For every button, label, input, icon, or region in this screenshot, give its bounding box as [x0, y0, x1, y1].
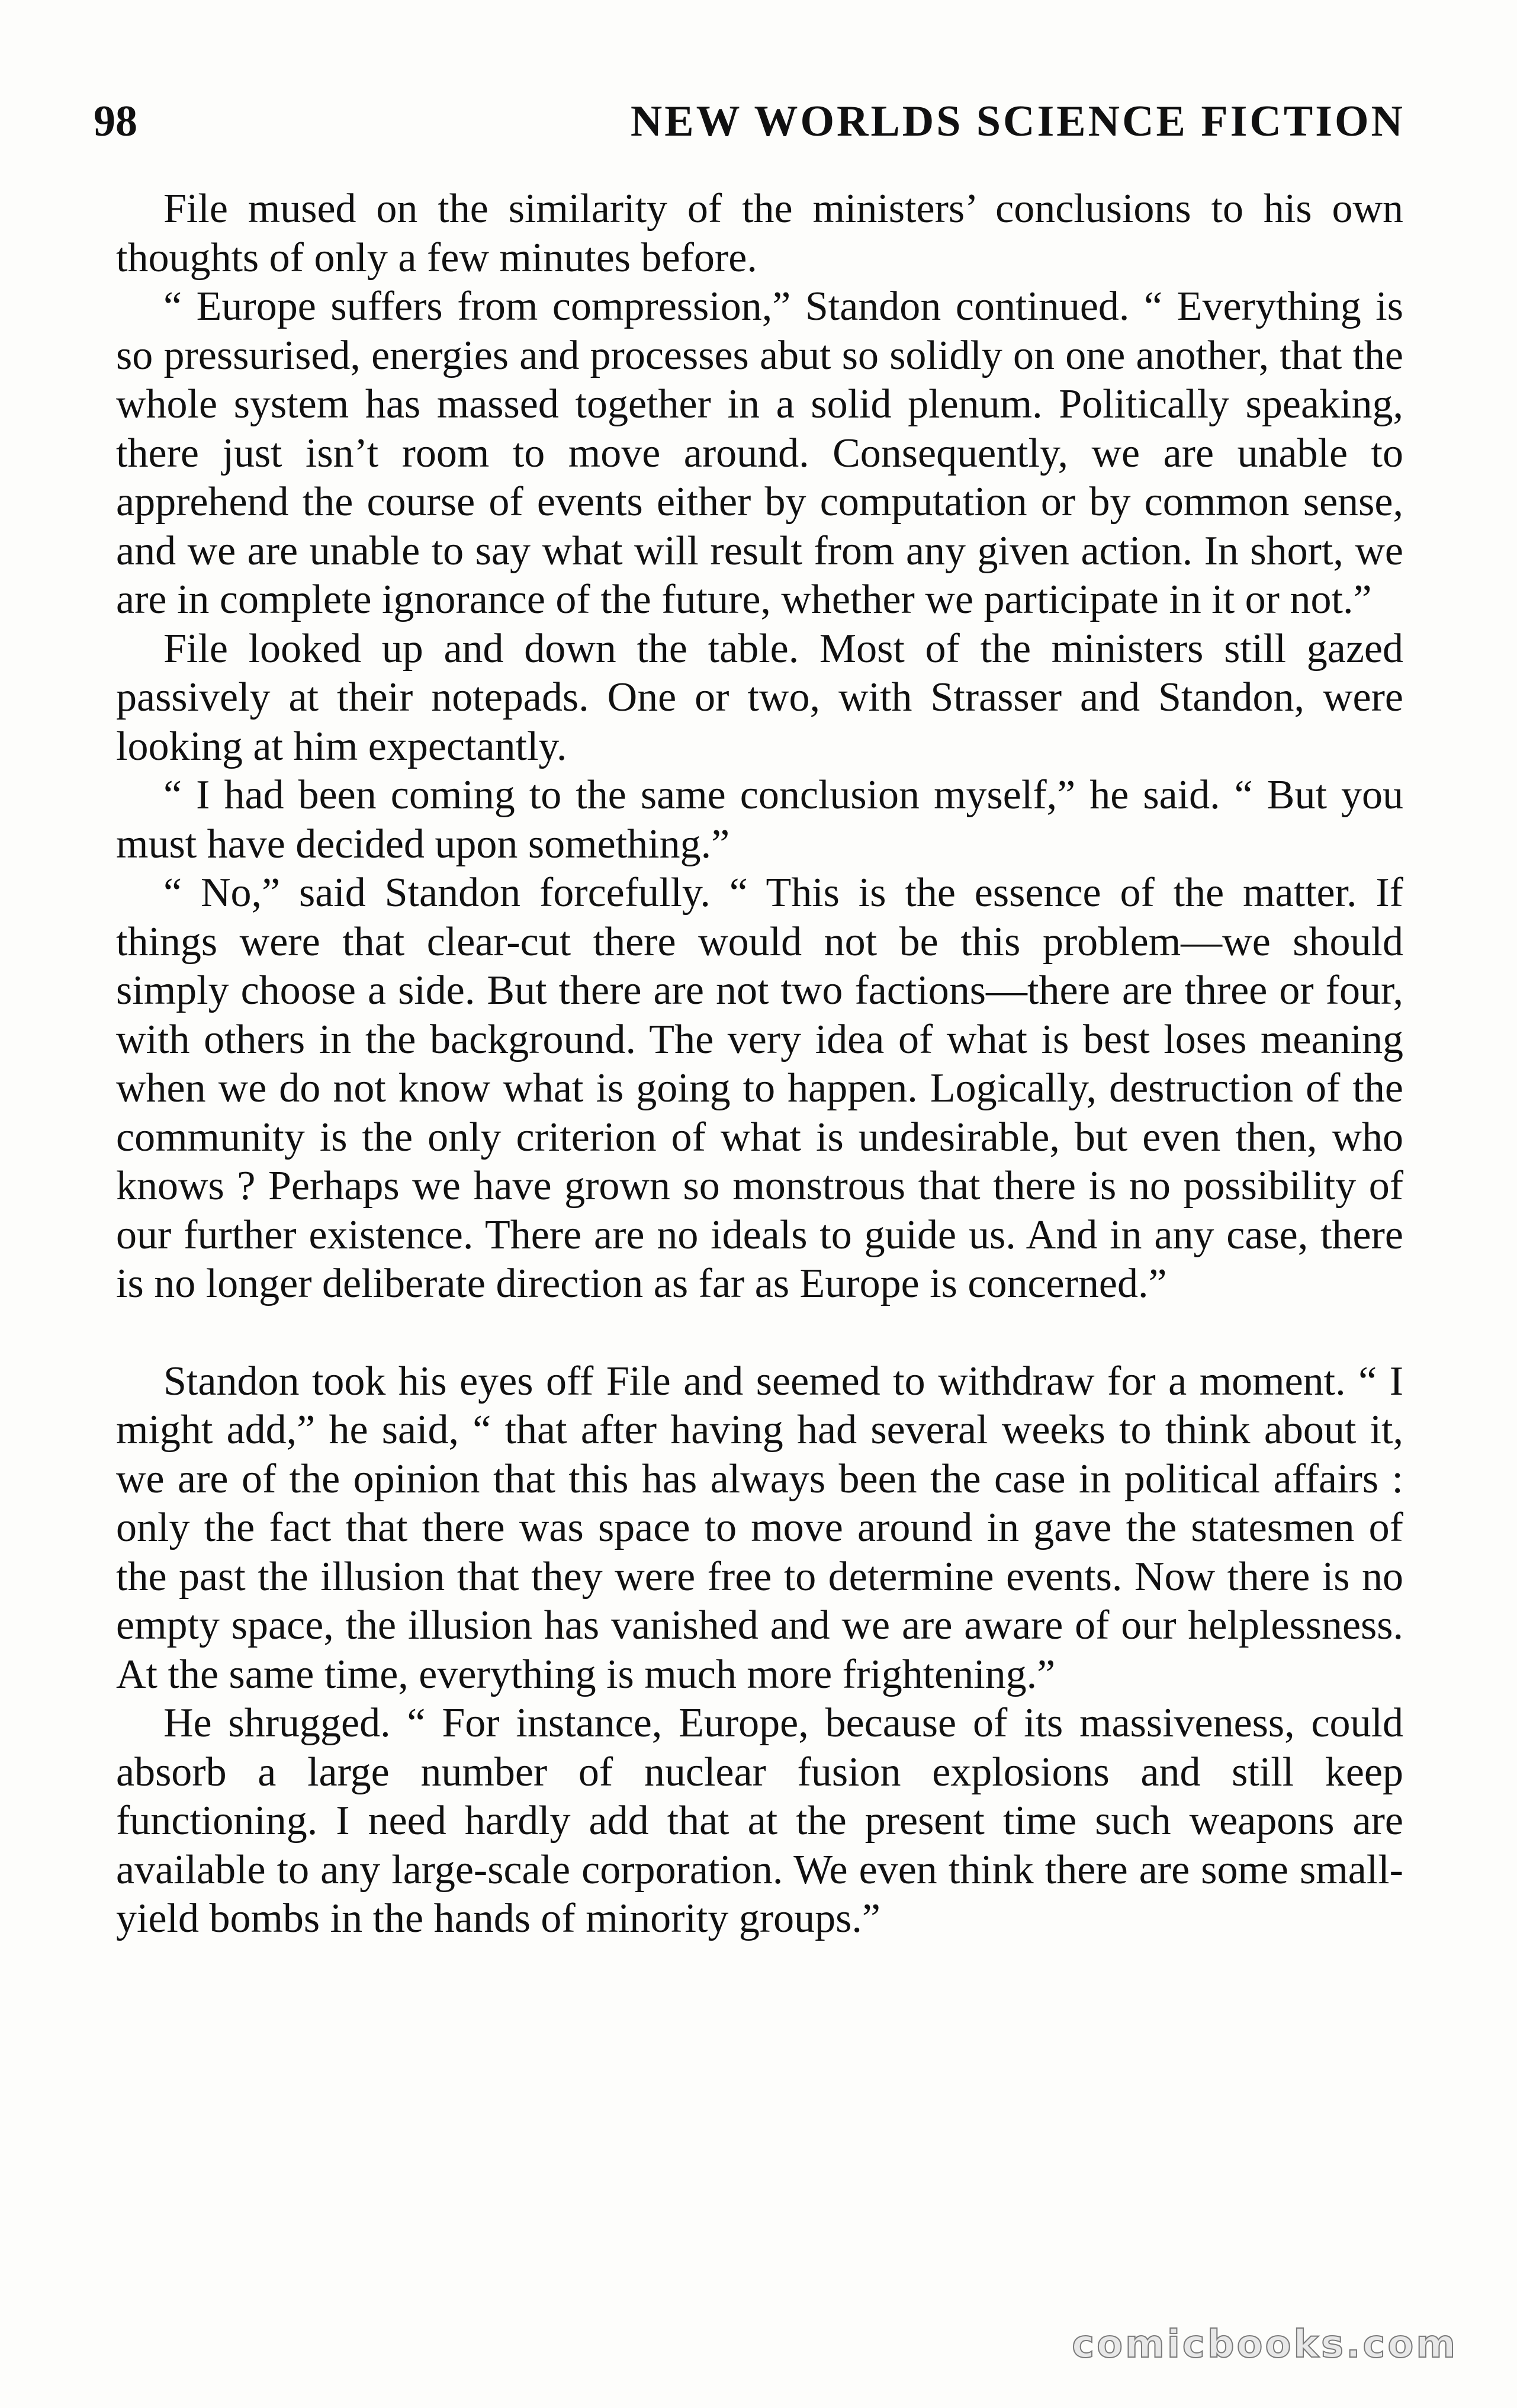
paragraph: “ I had been coming to the same conclusion myself,” he said. “ But you must have decided upon something.”: [116, 772, 1403, 867]
running-head: [94, 89, 1405, 154]
paragraph: “ Europe suffers from compression,” Standon continued. “ Everything is so pressurised, energies and processes abut so solidly on one another, that the whole system has massed together in a solid plenum. Politically speaking, there just isn’t room to move around. Consequently, we are unable to apprehend the course of events either by computation or by common sense, and we are unable to say what will result from any given action. In short, we are in complete ignorance of the future, whether we participate in it or not.”: [116, 284, 1403, 622]
paragraph: “ No,” said Standon forcefully. “ This is the essence of the matter. If things were that clear-cut there would not be this problem—we should simply choose a side. But there are not two factions—there are three or four, with others in the background. The very idea of what is best loses meaning when we do not know what is going to happen. Logically, destruction of the community is the only criterion of what is undesirable, but even then, who knows ? Perhaps we have grown so monstrous that there is no possibility of our further existence. There are no ideals to guide us. And in any case, there is no longer deliberate direction as far as Europe is concerned.”: [116, 870, 1403, 1306]
story-text: [116, 185, 1403, 1944]
paragraph: File looked up and down the table. Most of the ministers still gazed passively at their notepads. One or two, with Strasser and Standon, were looking at him expectantly.: [116, 625, 1403, 769]
paragraph: He shrugged. “ For instance, Europe, because of its massiveness, could absorb a large number of nuclear fusion explosions and still keep functioning. I need hardly add that at the present time such weapons are available to any large-scale corporation. We even think there are some small-yield bombs in the hands of minority groups.”: [116, 1700, 1403, 1941]
paragraph: File mused on the similarity of the ministers’ conclusions to his own thoughts of only a few minutes before.: [116, 186, 1403, 281]
journal-title: NEW WORLDS SCIENCE FICTION: [630, 97, 1405, 146]
page-number: 98: [94, 97, 137, 146]
site-watermark: comicbooks.com: [1072, 2323, 1458, 2367]
paragraph: Standon took his eyes off File and seemed to withdraw for a moment. “ I might add,” he said, “ that after having had several weeks to think about it, we are of the opinion that this has always been the case in political affairs : only the fact that there was space to move around in gave the statesmen of the past the illusion that they were free to determine events. Now there is no empty space, the illusion has vanished and we are aware of our helplessness. At the same time, everything is much more frightening.”: [116, 1358, 1403, 1697]
section-break: [116, 1309, 1403, 1357]
